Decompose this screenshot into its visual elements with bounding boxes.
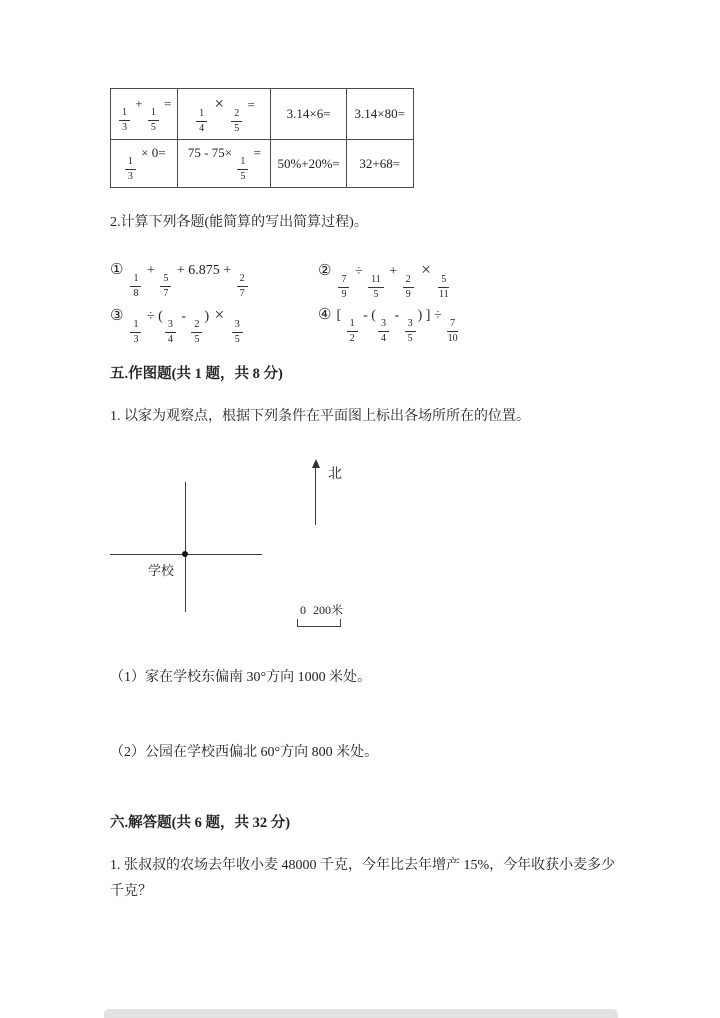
problem-number: ④	[318, 307, 332, 323]
section5-item-1: （1）家在学校东偏南 30°方向 1000 米处。	[110, 670, 372, 685]
problem-number: ①	[110, 262, 124, 278]
table-cell: 3.14×6=	[271, 89, 346, 140]
calc-section-title: 2.计算下列各题(能简算的写出简算过程)。	[110, 215, 368, 230]
scale-zero: 0	[300, 603, 306, 617]
scale-value: 200米	[313, 603, 344, 617]
table-cell: 3.14×80=	[346, 89, 413, 140]
calc-problem-2	[318, 260, 451, 300]
calc-table	[110, 88, 414, 188]
problem-expression: $\frac{7}{9}$ ÷ $\frac{11}{5}$ + $\frac{2}{9}$ × $\frac{5}{11}$	[336, 264, 451, 279]
table-row	[111, 140, 414, 188]
section6-heading: 六.解答题(共 6 题，共 32 分)	[110, 815, 291, 831]
problem-expression: $\frac{1}{8}$ + $\frac{5}{7}$ + 6.875 + $\frac{2}{7}$	[128, 263, 249, 278]
table-row	[111, 89, 414, 140]
next-page-edge	[104, 1009, 618, 1018]
school-label: 学校	[148, 563, 175, 578]
calc-problem-1	[110, 260, 250, 299]
table-cell: 32+68=	[346, 140, 413, 188]
north-arrow-shaft	[315, 467, 316, 525]
calc-problem-4	[318, 305, 460, 344]
problem-expression: $\frac{1}{3}$ ÷ ( $\frac{3}{4}$ - $\frac{2}{5}$ ) × $\frac{3}{5}$	[128, 309, 244, 324]
table-cell: 75 - 75× $\frac{1}{5}$ =	[178, 140, 271, 188]
table-cell: 50%+20%=	[271, 140, 346, 188]
origin-dot	[182, 551, 188, 557]
table-cell: $\frac{1}{3}$ × 0=	[111, 140, 178, 188]
north-label: 北	[328, 467, 342, 482]
calc-problem-3	[110, 305, 245, 345]
problem-number: ②	[318, 263, 332, 279]
section5-heading: 五.作图题(共 1 题，共 8 分)	[110, 366, 283, 382]
scale-bracket	[297, 619, 341, 627]
section6-question: 1. 张叔叔的农场去年收小麦 48000 千克，今年比去年增产 15%，今年收获小麦多少千克？	[110, 858, 616, 899]
axis-vertical-line	[185, 482, 186, 612]
section5-question: 1. 以家为观察点，根据下列条件在平面图上标出各场所所在的位置。	[110, 409, 530, 424]
problem-number: ③	[110, 308, 124, 324]
problem-expression: [ $\frac{1}{2}$ - ( $\frac{3}{4}$ - $\frac{3}{5}$ ) ] ÷ $\frac{7}{10}$	[336, 308, 458, 344]
north-arrow-head-icon	[312, 459, 320, 468]
section5-item-2: （2）公园在学校西偏北 60°方向 800 米处。	[110, 745, 379, 760]
scale-text	[300, 601, 343, 618]
table-cell: $\frac{1}{4}$ × $\frac{2}{5}$ =	[178, 89, 271, 140]
table-cell: $\frac{1}{3}$ + $\frac{1}{5}$ =	[111, 89, 178, 140]
